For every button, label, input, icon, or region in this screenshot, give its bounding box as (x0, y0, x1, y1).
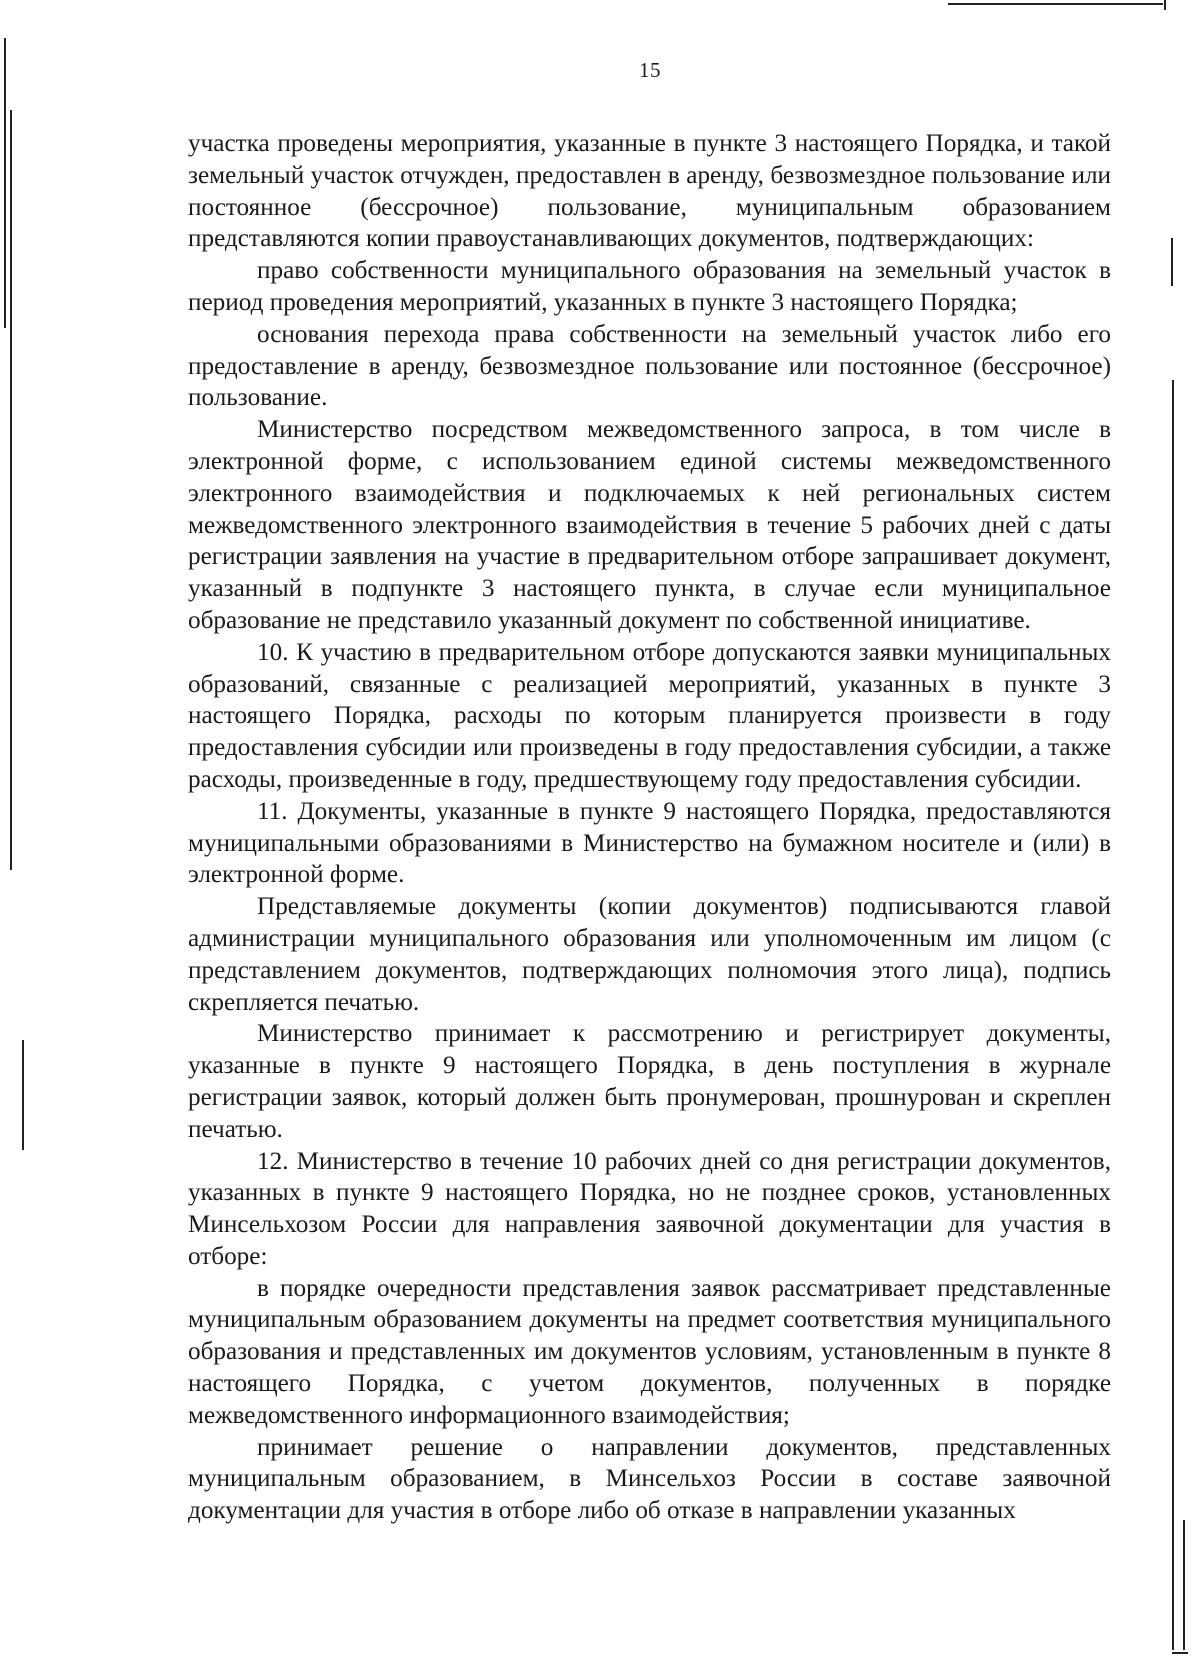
paragraph: 11. Документы, указанные в пункте 9 настоящего Порядка, предоставляются муниципальными образованиями в Министерство на бумажном носителе и (или) в электронной форме. (188, 797, 1111, 889)
scan-edge-right (1183, 1520, 1185, 1650)
scan-edge-top (948, 3, 1163, 5)
scan-edge-right (1171, 238, 1173, 286)
paragraph: в порядке очередности представления заявок рассматривает представленные муниципальным образованием документы на предмет соответствия муниципального образования и представленных им документов условиям, установленным в пункте 8 настоящего Порядка, с учетом документов, полученных в порядке межведомственного информационного взаимодействия; (188, 1274, 1111, 1429)
scan-edge-left (10, 110, 12, 870)
document-body (188, 128, 1111, 1527)
scan-edge-bottom (1172, 1652, 1188, 1654)
paragraph: Министерство посредством межведомственного запроса, в том числе в электронной форме, с использованием единой системы межведомственного электронного взаимодействия и подключаемых к ней региональных систем межведомственного электронного взаимодействия в течение 5 рабочих дней с даты регистрации заявления на участие в предварительном отборе запрашивает документ, указанный в подпункте 3 настоящего пункта, в случае если муниципальное образование не представило указанный документ по собственной инициативе. (188, 416, 1111, 634)
paragraph: Представляемые документы (копии документов) подписываются главой администрации муниципального образования или уполномоченным им лицом (с представлением документов, подтверждающих полномочия этого лица), подпись скрепляется печатью. (188, 893, 1111, 1016)
paragraph: право собственности муниципального образования на земельный участок в период проведения мероприятий, указанных в пункте 3 настоящего Порядка; (188, 257, 1111, 316)
paragraph: 12. Министерство в течение 10 рабочих дней со дня регистрации документов, указанных в пункте 9 настоящего Порядка, но не позднее сроков, установленных Минсельхозом России для направления заявочной документации для участия в отборе: (188, 1147, 1111, 1270)
scan-edge-right (1164, 0, 1166, 10)
paragraph: участка проведены мероприятия, указанные в пункте 3 настоящего Порядка, и такой земельный участок отчужден, предоставлен в аренду, безвозмездное пользование или постоянное (бессрочное) пользование, муниципальным образованием представляются копии правоустанавливающих документов, подтверждающих: (188, 130, 1111, 253)
paragraph: принимает решение о направлении документов, представленных муниципальным образованием, в Минсельхоз России в составе заявочной документации для участия в отборе либо об отказе в направлении указанных (188, 1433, 1111, 1525)
scan-edge-left (22, 1040, 24, 1150)
paragraph: Министерство принимает к рассмотрению и регистрирует документы, указанные в пункте 9 настоящего Порядка, в день поступления в журнале регистрации заявок, который должен быть пронумерован, прошнурован и скреплен печатью. (188, 1020, 1111, 1143)
paragraph: основания перехода права собственности на земельный участок либо его предоставление в аренду, безвозмездное пользование или постоянное (бессрочное) пользование. (188, 320, 1111, 412)
paragraph: 10. К участию в предварительном отборе допускаются заявки муниципальных образований, связанные с реализацией мероприятий, указанных в пункте 3 настоящего Порядка, расходы по которым планируется произвести в году предоставления субсидии или произведены в году предоставления субсидии, а также расходы, произведенные в году, предшествующему году предоставления субсидии. (188, 638, 1111, 793)
page-number: 15 (639, 58, 661, 82)
scan-edge-right (1172, 380, 1174, 1650)
